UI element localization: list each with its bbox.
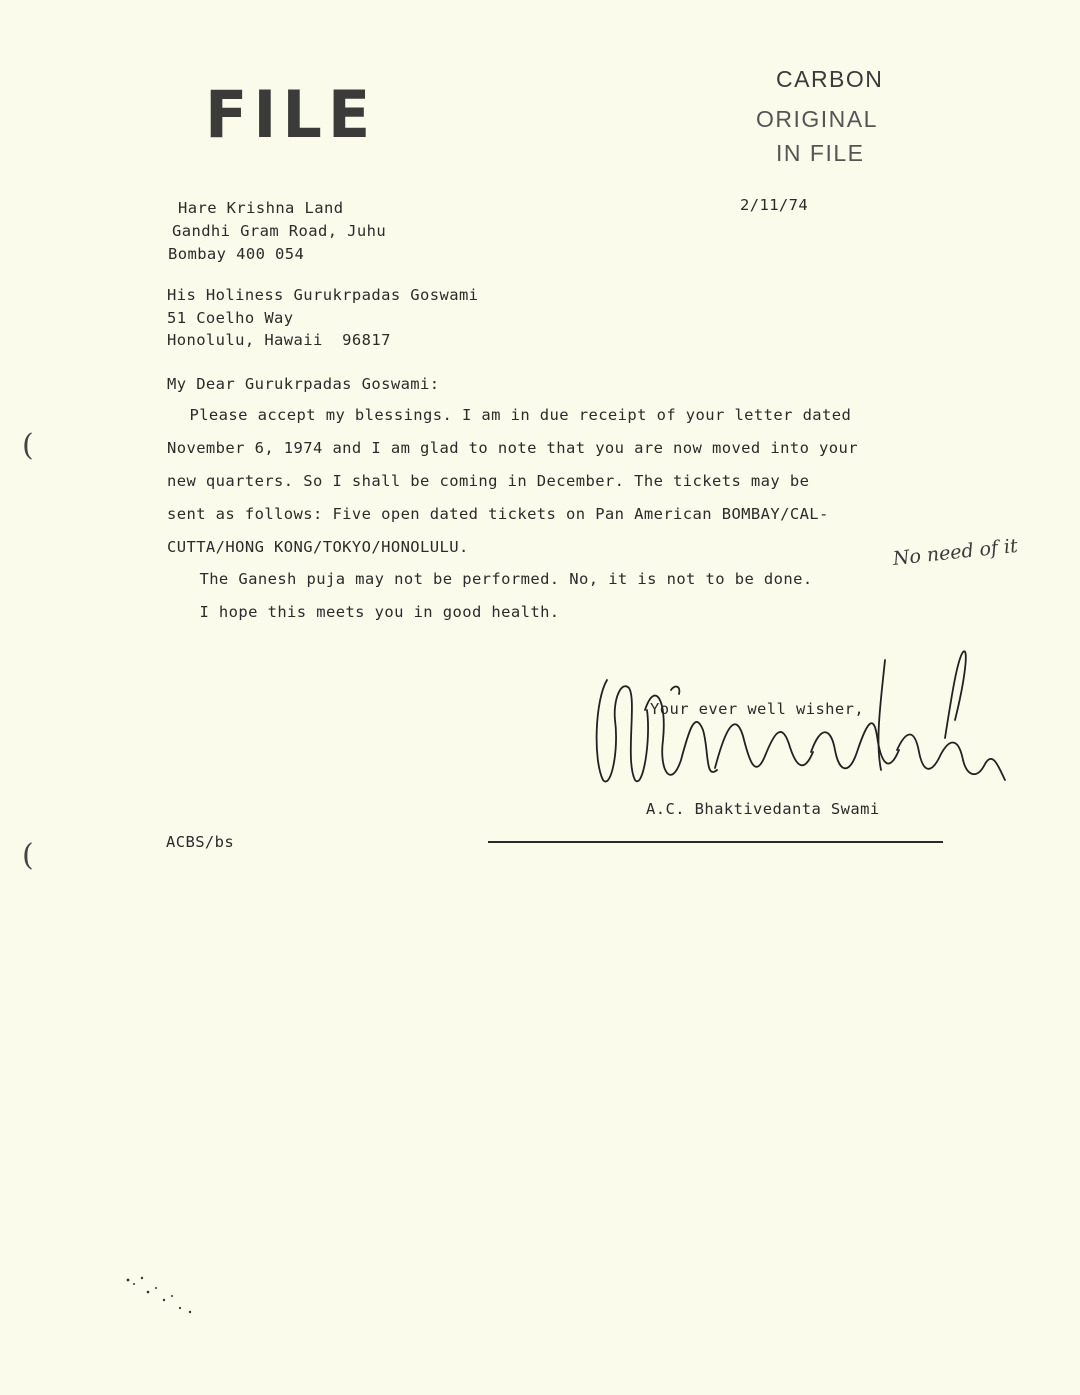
- sender-line: Hare Krishna Land: [178, 199, 344, 217]
- body-line: Please accept my blessings. I am in due receipt of your letter dated: [170, 406, 852, 424]
- recipient-line: His Holiness Gurukrpadas Goswami: [167, 286, 479, 304]
- letter-date: 2/11/74: [740, 196, 809, 214]
- carbon-stamp: CARBON: [776, 66, 884, 92]
- scan-specks: [120, 1270, 210, 1320]
- reference-initials: ACBS/bs: [166, 833, 235, 851]
- body-line: new quarters. So I shall be coming in December. The tickets may be: [167, 472, 810, 490]
- closing: Your ever well wisher,: [650, 700, 865, 718]
- margin-mark: (: [22, 838, 34, 873]
- original-stamp: ORIGINAL: [756, 106, 878, 132]
- sender-line: Bombay 400 054: [168, 245, 305, 263]
- body-paragraph-3: I hope this meets you in good health.: [180, 603, 560, 621]
- sender-line: Gandhi Gram Road, Juhu: [172, 222, 387, 240]
- handwritten-note: No need of it: [891, 534, 1019, 570]
- margin-mark: (: [22, 428, 34, 463]
- recipient-line: Honolulu, Hawaii 96817: [167, 331, 391, 349]
- body-line: November 6, 1974 and I am glad to note that you are now moved into your: [167, 439, 858, 457]
- in-file-stamp: IN FILE: [776, 140, 865, 166]
- signature: [585, 640, 1015, 800]
- recipient-line: 51 Coelho Way: [167, 309, 294, 327]
- file-stamp: FILE: [205, 76, 377, 153]
- signature-line: [488, 841, 943, 843]
- body-paragraph-2: The Ganesh puja may not be performed. No, it is not to be done.: [180, 570, 813, 588]
- salutation: My Dear Gurukrpadas Goswami:: [167, 375, 440, 393]
- body-line: sent as follows: Five open dated tickets on Pan American BOMBAY/CAL-: [167, 505, 829, 523]
- body-line: CUTTA/HONG KONG/TOKYO/HONOLULU.: [167, 538, 469, 556]
- signatory-name: A.C. Bhaktivedanta Swami: [646, 800, 880, 818]
